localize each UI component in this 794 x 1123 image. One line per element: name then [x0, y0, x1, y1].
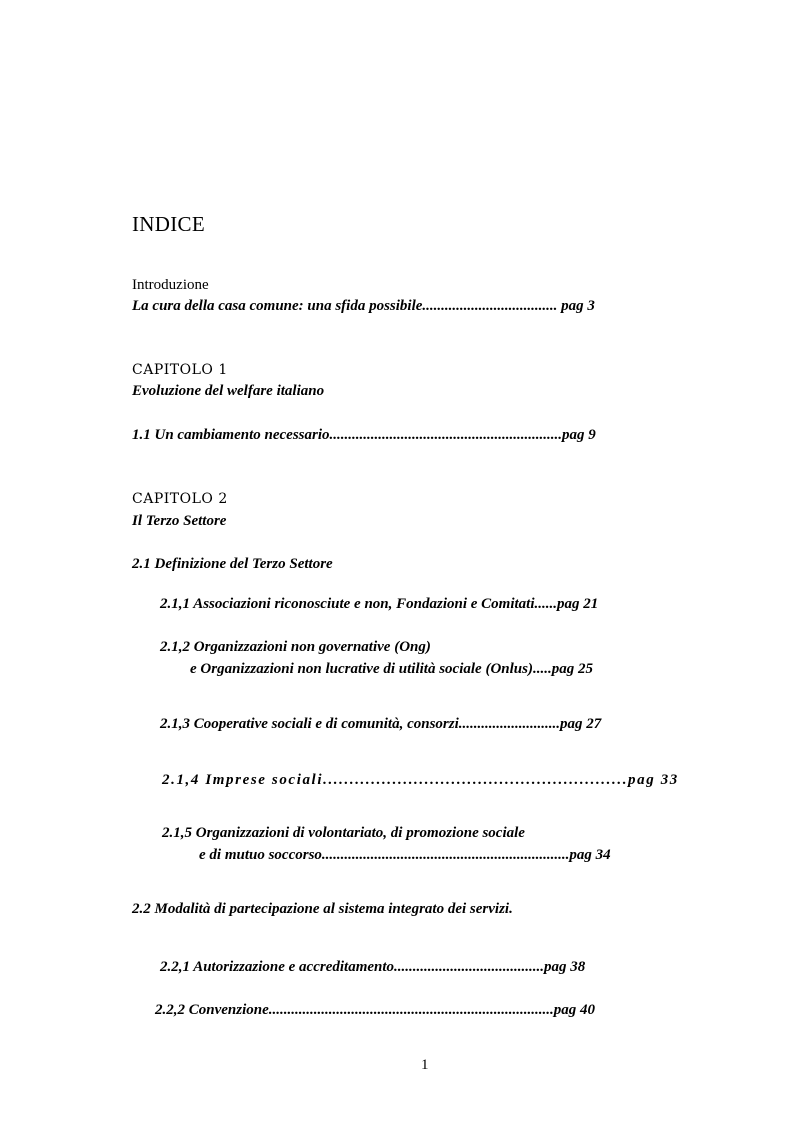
chapter-1-label: CAPITOLO 1	[132, 362, 228, 378]
toc-entry-intro: La cura della casa comune: una sfida possibile.................................... pag 3	[132, 298, 595, 314]
toc-entry-2-1-5-line2: e di mutuo soccorso..................................................................pag 34	[199, 847, 611, 863]
toc-title: INDICE	[132, 212, 205, 236]
toc-entry-2-2-1: 2.2,1 Autorizzazione e accreditamento........................................pag 38	[160, 959, 586, 975]
page-number: 1	[421, 1057, 429, 1073]
toc-entry-1-1: 1.1 Un cambiamento necessario..............................................................pag 9	[132, 427, 596, 443]
toc-entry-2-1-5-line1: 2.1,5 Organizzazioni di volontariato, di promozione sociale	[162, 825, 525, 841]
toc-entry-2-1-1: 2.1,1 Associazioni riconosciute e non, Fondazioni e Comitati......pag 21	[160, 596, 599, 612]
toc-entry-2-1-2-line2: e Organizzazioni non lucrative di utilità sociale (Onlus).....pag 25	[190, 661, 593, 677]
toc-entry-2-1: 2.1 Definizione del Terzo Settore	[132, 556, 333, 572]
chapter-2-title: Il Terzo Settore	[132, 513, 227, 529]
toc-entry-2-1-4: 2.1,4 Imprese sociali.........................................................pag 33	[162, 772, 679, 788]
toc-entry-2-2-2: 2.2,2 Convenzione............................................................................pag 40	[155, 1002, 596, 1018]
toc-entry-2-2: 2.2 Modalità di partecipazione al sistema integrato dei servizi.	[132, 901, 513, 917]
chapter-1-title: Evoluzione del welfare italiano	[132, 383, 325, 399]
chapter-2-label: CAPITOLO 2	[132, 491, 228, 507]
intro-label: Introduzione	[132, 277, 209, 293]
toc-entry-2-1-2-line1: 2.1,2 Organizzazioni non governative (Ong)	[160, 639, 431, 655]
toc-entry-2-1-3: 2.1,3 Cooperative sociali e di comunità, consorzi...........................pag 27	[160, 716, 602, 732]
